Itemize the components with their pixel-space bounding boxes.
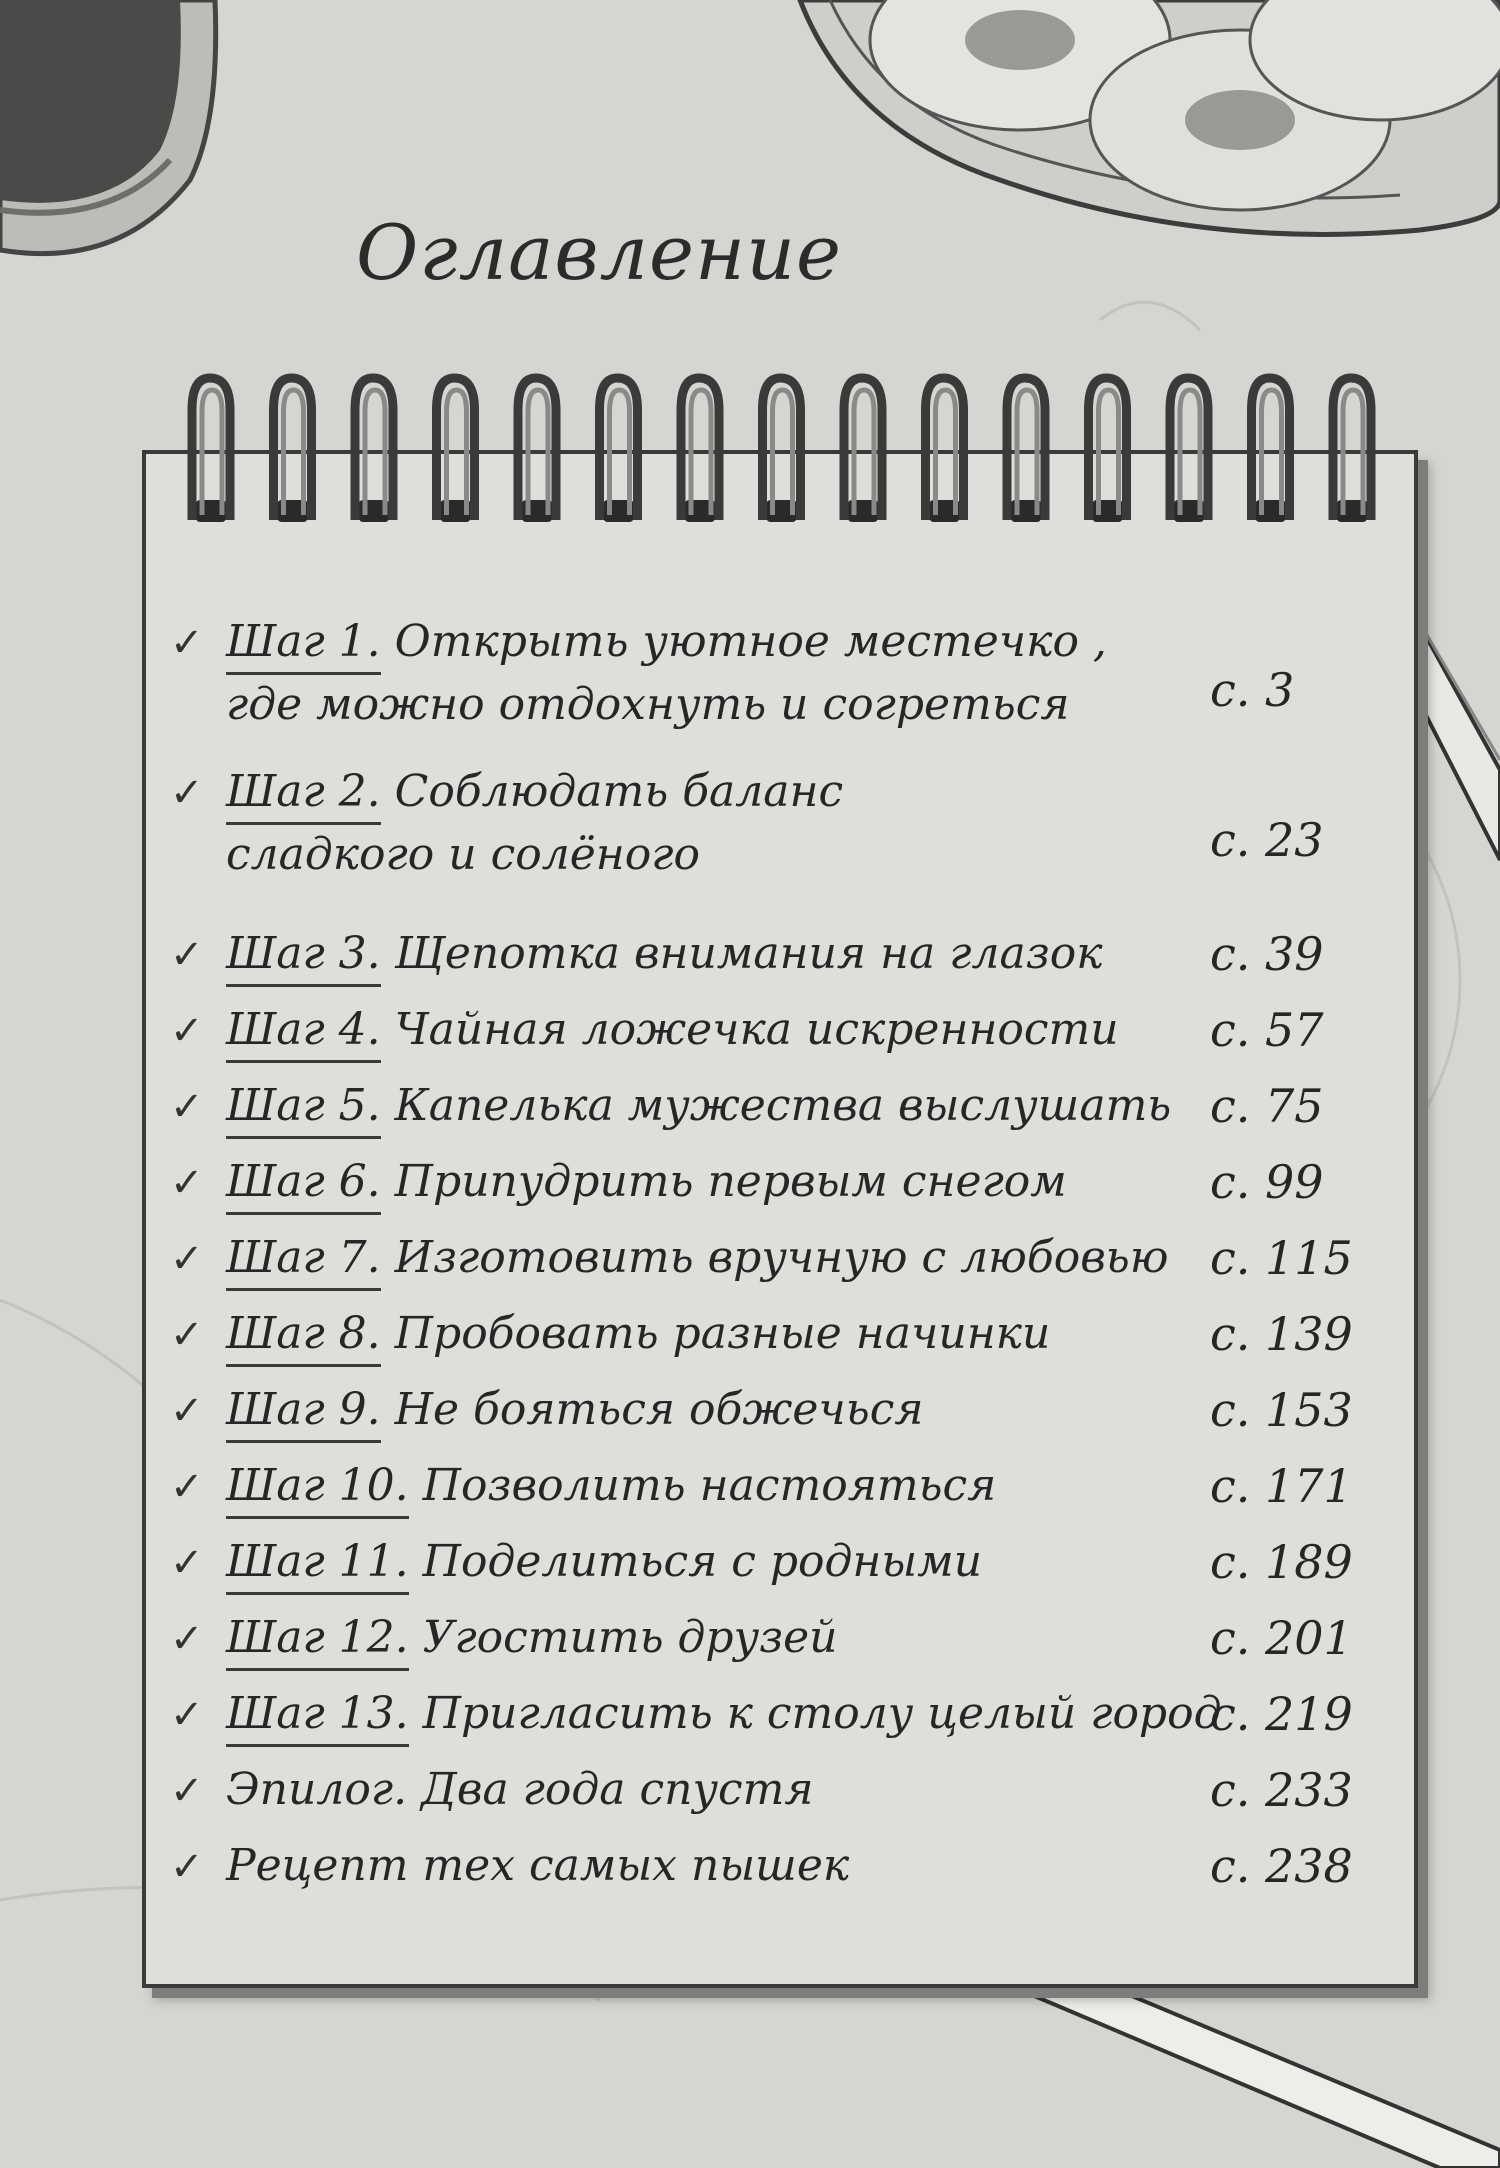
- entry-title: Щепотка внимания на глазок: [394, 928, 1103, 979]
- step-label: Шаг 5.: [226, 1076, 381, 1139]
- spiral-ring: [1252, 378, 1290, 522]
- page-number: с. 219: [1210, 1687, 1353, 1741]
- page-number: с. 139: [1210, 1307, 1353, 1361]
- page-number: с. 3: [1210, 663, 1295, 717]
- coffee-cup-icon: [0, 0, 216, 254]
- step-label: Шаг 4.: [226, 1000, 381, 1063]
- spiral-ring: [926, 378, 964, 522]
- check-icon: ✓: [170, 1540, 204, 1586]
- step-label: Шаг 7.: [226, 1228, 381, 1291]
- check-icon: ✓: [170, 1008, 204, 1054]
- page-number: с. 189: [1210, 1535, 1353, 1589]
- entry-title-line2: где можно отдохнуть и согреться: [226, 679, 1070, 730]
- donut-plate-icon: [800, 0, 1500, 234]
- spiral-ring: [763, 378, 801, 522]
- page-number: с. 171: [1210, 1459, 1353, 1513]
- spiral-ring: [681, 378, 719, 522]
- check-icon: ✓: [170, 1768, 204, 1814]
- check-icon: ✓: [170, 932, 204, 978]
- step-label: Шаг 8.: [226, 1304, 381, 1367]
- page-number: с. 75: [1210, 1079, 1324, 1133]
- entry-title: Пригласить к столу целый город: [422, 1688, 1222, 1739]
- entry-title: Припудрить первым снегом: [394, 1156, 1067, 1207]
- spiral-ring: [437, 378, 475, 522]
- page-number: с. 99: [1210, 1155, 1324, 1209]
- spiral-ring: [1089, 378, 1127, 522]
- entry-title: Поделиться с родными: [422, 1536, 983, 1587]
- entry-title: Соблюдать баланс: [394, 766, 844, 817]
- step-label: Шаг 1.: [226, 612, 381, 675]
- check-icon: ✓: [170, 1692, 204, 1738]
- spiral-ring: [1007, 378, 1045, 522]
- spiral-ring: [1333, 378, 1371, 522]
- entry-title: Не бояться обжечься: [394, 1384, 924, 1435]
- entry-title: Чайная ложечка искренности: [394, 1004, 1119, 1055]
- entry-title: Капелька мужества выслушать: [394, 1080, 1172, 1131]
- page-number: с. 153: [1210, 1383, 1353, 1437]
- entry-title: Пробовать разные начинки: [394, 1308, 1051, 1359]
- page-number: с. 233: [1210, 1763, 1353, 1817]
- page-number: с. 23: [1210, 813, 1324, 867]
- entry-title: Открыть уютное местечко ,: [394, 616, 1107, 667]
- check-icon: ✓: [170, 1464, 204, 1510]
- check-icon: ✓: [170, 1616, 204, 1662]
- page-number: с. 115: [1210, 1231, 1353, 1285]
- spiral-ring: [1170, 378, 1208, 522]
- step-label: Шаг 3.: [226, 924, 381, 987]
- spiral-ring: [600, 378, 638, 522]
- spiral-ring: [355, 378, 393, 522]
- step-label: Шаг 11.: [226, 1532, 409, 1595]
- spiral-ring: [274, 378, 312, 522]
- check-icon: ✓: [170, 1388, 204, 1434]
- check-icon: ✓: [170, 620, 204, 666]
- page-number: с. 57: [1210, 1003, 1324, 1057]
- check-icon: ✓: [170, 1844, 204, 1890]
- entry-title: Эпилог. Два года спустя: [226, 1764, 814, 1815]
- step-label: Шаг 2.: [226, 762, 381, 825]
- page-number: с. 201: [1210, 1611, 1353, 1665]
- spiral-binding: [180, 370, 1380, 530]
- step-label: Шаг 12.: [226, 1608, 409, 1671]
- page-number: с. 39: [1210, 927, 1324, 981]
- step-label: Шаг 10.: [226, 1456, 409, 1519]
- check-icon: ✓: [170, 1160, 204, 1206]
- check-icon: ✓: [170, 1084, 204, 1130]
- check-icon: ✓: [170, 770, 204, 816]
- entry-title: Угостить друзей: [422, 1612, 838, 1663]
- step-label: Шаг 6.: [226, 1152, 381, 1215]
- step-label: Шаг 13.: [226, 1684, 409, 1747]
- spiral-ring: [844, 378, 882, 522]
- entry-title: Позволить настояться: [422, 1460, 997, 1511]
- page-title: Оглавление: [356, 208, 843, 297]
- step-label: Шаг 9.: [226, 1380, 381, 1443]
- entry-title: Изготовить вручную с любовью: [394, 1232, 1169, 1283]
- check-icon: ✓: [170, 1236, 204, 1282]
- page-number: с. 238: [1210, 1839, 1353, 1893]
- entry-title-line2: сладкого и солёного: [226, 829, 700, 880]
- entry-title: Рецепт тех самых пышек: [226, 1840, 850, 1891]
- check-icon: ✓: [170, 1312, 204, 1358]
- spiral-ring: [518, 378, 556, 522]
- spiral-ring: [192, 378, 230, 522]
